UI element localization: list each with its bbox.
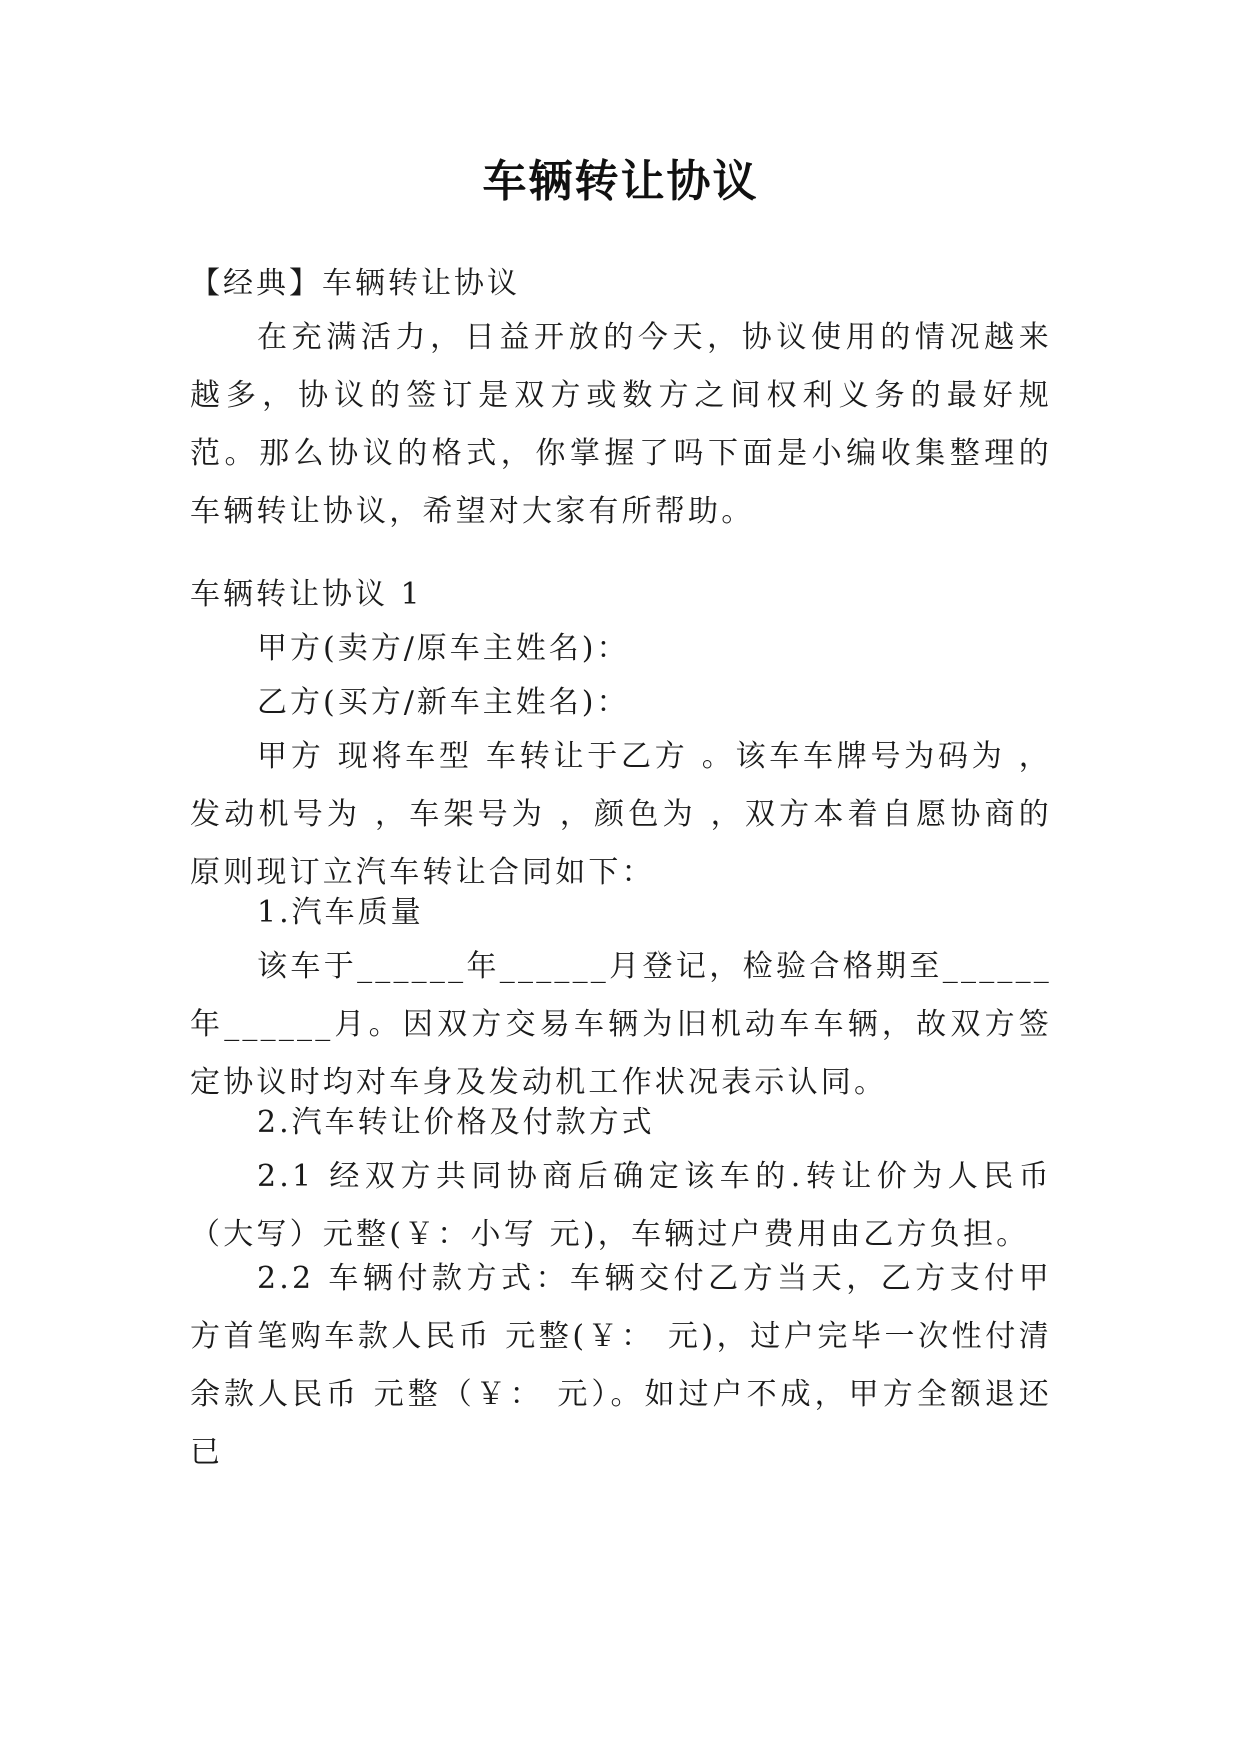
document-subtitle: 【经典】车辆转让协议 [190, 266, 520, 301]
item1-heading: 1.汽车质量 [257, 895, 424, 930]
party-b-line: 乙方(买方/新车主姓名)： [257, 685, 630, 720]
document-title: 车辆转让协议 [482, 156, 759, 207]
item2-heading: 2.汽车转让价格及付款方式 [257, 1105, 655, 1140]
transfer-paragraph: 甲方 现将车型 车转让于乙方 。该车车牌号为码为 ，发动机号为 ，车架号为 ，颜色为 ，双方本着自愿协商的原则现订立汽车转让合同如下： [190, 739, 1053, 890]
party-a-line: 甲方(卖方/原车主姓名)： [257, 631, 630, 666]
item2-2-paragraph: 2.2 车辆付款方式：车辆交付乙方当天，乙方支付甲方首笔购车款人民币 元整(￥： 元)，过户完毕一次性付清余款人民币 元整（￥： 元）。如过户不成，甲方全额退还已 [190, 1261, 1052, 1470]
section-heading: 车辆转让协议 1 [190, 577, 423, 612]
item2-1-paragraph: 2.1 经双方共同协商后确定该车的.转让价为人民币（大写）元整(￥：小写 元)，车辆过户费用由乙方负担。 [190, 1159, 1052, 1252]
item1-paragraph: 该车于______年______月登记，检验合格期至______年______月。因双方交易车辆为旧机动车车辆，故双方签定协议时均对车身及发动机工作状况表示认同。 [190, 949, 1052, 1100]
intro-paragraph: 在充满活力，日益开放的今天，协议使用的情况越来越多，协议的签订是双方或数方之间权利义务的最好规范。那么协议的格式，你掌握了吗下面是小编收集整理的车辆转让协议，希望对大家有所帮助。 [190, 320, 1052, 529]
